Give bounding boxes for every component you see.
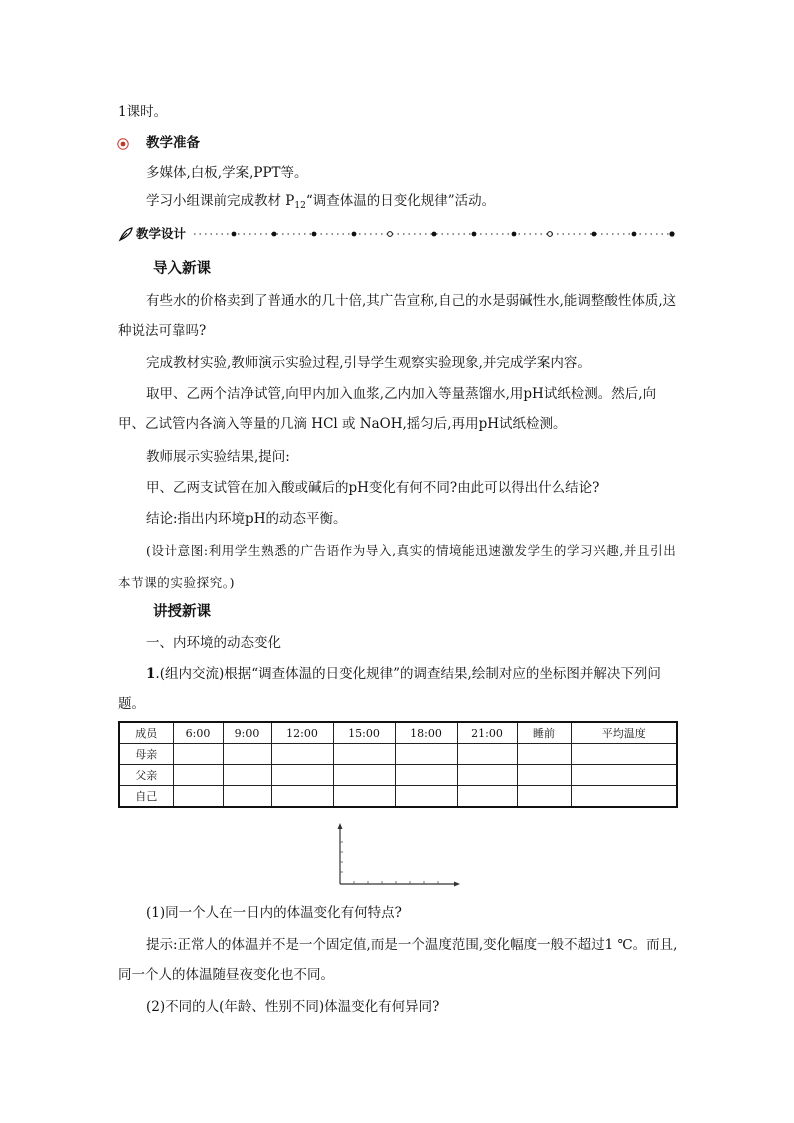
pencil-feather-icon: [118, 226, 134, 242]
prep-heading: 教学准备: [146, 135, 200, 151]
text-line-class-hours: 1课时。: [118, 104, 168, 120]
table-cell: [223, 786, 271, 808]
table-cell: [223, 765, 271, 786]
prep-line-1: 多媒体,白板,学案,PPT等。: [146, 165, 308, 181]
table-cell: [457, 765, 517, 786]
design-intent-note: (设计意图:利用学生熟悉的广告语作为导入,真实的情境能迅速激发学生的学习兴趣,并且引出本节课的实验探究。): [118, 543, 677, 590]
temperature-survey-table: [118, 721, 678, 808]
table-header-cell: 睡前: [517, 722, 571, 744]
sub-question-1: (1)同一个人在一日内的体温变化有何特点?: [146, 905, 402, 921]
intro-paragraph-2: 完成教材实验,教师演示实验过程,引导学生观察实验现象,并完成学案内容。: [146, 355, 591, 371]
intro-paragraph-6: 结论:指出内环境pH的动态平衡。: [146, 511, 347, 527]
table-header-cell: 平均温度: [571, 722, 677, 744]
table-cell: [571, 786, 677, 808]
intro-paragraph-4: 教师展示实验结果,提问:: [146, 449, 290, 465]
intro-paragraph-1: 有些水的价格卖到了普通水的几十倍,其广告宣称,自己的水是弱碱性水,能调整酸性体质,这种说法可靠吗?: [118, 293, 677, 339]
table-cell: [571, 765, 677, 786]
table-cell: [517, 786, 571, 808]
table-cell: [271, 786, 333, 808]
table-header-cell: 6:00: [173, 722, 223, 744]
table-cell: [173, 765, 223, 786]
table-cell: [223, 744, 271, 765]
table-row-label: 父亲: [119, 765, 173, 786]
table-cell: [173, 744, 223, 765]
table-cell: [457, 786, 517, 808]
table-header-cell: 21:00: [457, 722, 517, 744]
table-cell: [571, 744, 677, 765]
intro-paragraph-5: 甲、乙两支试管在加入酸或碱后的pH变化有何不同?由此可以得出什么结论?: [146, 480, 600, 496]
teaching-design-heading: 教学设计: [136, 226, 187, 241]
intro-paragraph-3: 取甲、乙两个洁净试管,向甲内加入血浆,乙内加入等量蒸馏水,用pH试纸检测。然后,向甲、乙试管内各滴入等量的几滴 HCl 或 NaOH,摇匀后,再用pH试纸检测。: [118, 386, 657, 432]
table-cell: [517, 744, 571, 765]
subsection-heading-1: 一、内环境的动态变化: [146, 635, 281, 651]
table-cell: [517, 765, 571, 786]
table-row-label: 自己: [119, 786, 173, 808]
table-header-cell: 9:00: [223, 722, 271, 744]
table-cell: [457, 744, 517, 765]
table-header-row: [119, 722, 677, 744]
table-cell: [173, 786, 223, 808]
table-header-cell: 成员: [119, 722, 173, 744]
table-cell: [271, 744, 333, 765]
table-header-cell: 12:00: [271, 722, 333, 744]
table-header-cell: 18:00: [395, 722, 457, 744]
blank-coordinate-axes: [330, 822, 462, 890]
table-cell: [333, 744, 395, 765]
section-heading-intro: 导入新课: [153, 261, 211, 277]
table-cell: [333, 786, 395, 808]
table-cell: [395, 786, 457, 808]
table-header-cell: 15:00: [333, 722, 395, 744]
question-1: 1.(组内交流)根据“调查体温的日变化规律”的调查结果,绘制对应的坐标图并解决下列问题。: [118, 666, 661, 712]
teaching-design-divider: [118, 224, 678, 244]
target-bullet-icon: [117, 138, 129, 150]
table-row-label: 母亲: [119, 744, 173, 765]
table-row: [119, 786, 677, 808]
table-cell: [395, 765, 457, 786]
table-cell: [333, 765, 395, 786]
hint-1: 提示:正常人的体温并不是一个固定值,而是一个温度范围,变化幅度一般不超过1 ℃。而且,同一个人的体温随昼夜变化也不同。: [118, 937, 678, 983]
sub-question-2: (2)不同的人(年龄、性别不同)体温变化有何异同?: [146, 999, 440, 1015]
prep-line-2: 学习小组课前完成教材 $P_{12}“$调查体温的日变化规律”活动。: [146, 193, 496, 211]
table-row: [119, 744, 677, 765]
section-heading-lecture: 讲授新课: [153, 604, 211, 620]
table-cell: [271, 765, 333, 786]
table-row: [119, 765, 677, 786]
table-cell: [395, 744, 457, 765]
decorative-dotted-rule: [194, 228, 678, 240]
